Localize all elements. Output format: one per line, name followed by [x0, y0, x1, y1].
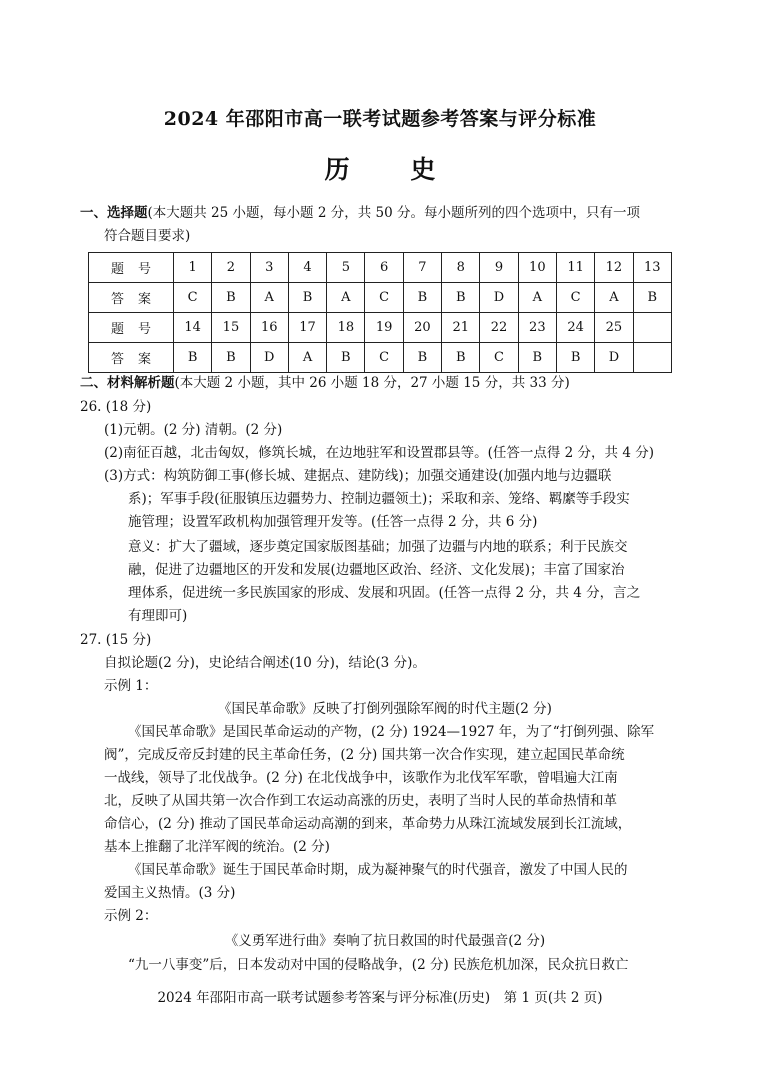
- answer-table: [88, 252, 672, 373]
- q27-criteria: 自拟论题(2 分)，史论结合阐述(10 分)，结论(3 分)。: [104, 655, 426, 671]
- section2-desc: (本大题 2 小题，其中 26 小题 18 分，27 小题 15 分，共 33 分): [174, 375, 570, 391]
- table-cell: D: [250, 343, 288, 373]
- table-cell: 19: [365, 313, 403, 343]
- q26-significance-line2: 融，促进了边疆地区的开发和发展(边疆地区政治、经济、文化发展)；丰富了国家治: [128, 562, 625, 578]
- table-cell: 8: [442, 253, 480, 283]
- q26-part1: (1)元朝。(2 分) 清朝。(2 分): [104, 422, 283, 438]
- section1-line: [80, 203, 690, 223]
- table-cell: 16: [250, 313, 288, 343]
- q26-significance-line4: 有理即可): [128, 608, 188, 624]
- q26-header: 26. (18 分): [80, 399, 152, 415]
- q27-example1-title: 《国民革命歌》反映了打倒列强除军阀的时代主题(2 分): [218, 701, 552, 717]
- table-cell: C: [365, 283, 403, 313]
- table-cell: 15: [212, 313, 250, 343]
- page-footer: 2024 年邵阳市高一联考试题参考答案与评分标准(历史) 第 1 页(共 2 页): [157, 990, 603, 1006]
- table-cell: B: [174, 343, 212, 373]
- table-cell: 1: [174, 253, 212, 283]
- table-cell: A: [250, 283, 288, 313]
- answer-row-1: [89, 283, 672, 313]
- table-cell: 17: [288, 313, 326, 343]
- table-cell: B: [633, 283, 671, 313]
- table-cell: D: [480, 283, 518, 313]
- table-cell: B: [556, 343, 594, 373]
- table-cell: B: [327, 343, 365, 373]
- question-row-2: [89, 313, 672, 343]
- table-cell: 9: [480, 253, 518, 283]
- table-cell: A: [327, 283, 365, 313]
- table-cell: C: [174, 283, 212, 313]
- table-cell: 6: [365, 253, 403, 283]
- table-cell: D: [595, 343, 633, 373]
- table-cell: 18: [327, 313, 365, 343]
- q27-example1-conclusion-line2: 爱国主义热情。(3 分): [104, 885, 236, 901]
- q27-example1-body-line5: 命信心，(2 分) 推动了国民革命运动高潮的到来，革命势力从珠江流域发展到长江流域，: [104, 816, 632, 832]
- table-cell: A: [518, 283, 556, 313]
- section2-line: [80, 373, 690, 393]
- table-cell: B: [442, 343, 480, 373]
- table-cell: B: [518, 343, 556, 373]
- table-cell: 11: [556, 253, 594, 283]
- table-cell: 23: [518, 313, 556, 343]
- q27-example2-body-line1: “九一八事变”后，日本发动对中国的侵略战争，(2 分) 民族危机加深，民众抗日救亡: [128, 957, 629, 973]
- q27-example1-conclusion-line1: 《国民革命歌》诞生于国民革命时期，成为凝神聚气的时代强音，激发了中国人民的: [128, 862, 628, 878]
- table-cell: 14: [174, 313, 212, 343]
- table-cell: [633, 313, 671, 343]
- table-cell: 13: [633, 253, 671, 283]
- q26-part3-line2: 系)；军事手段(征服镇压边疆势力、控制边疆领土)；采取和亲、笼络、羁縻等手段实: [128, 491, 630, 507]
- table-cell: 3: [250, 253, 288, 283]
- table-cell: 2: [212, 253, 250, 283]
- q27-example1-body-line3: 一战线，领导了北伐战争。(2 分) 在北伐战争中，该歌作为北伐军军歌，曾唱遍大江南: [104, 770, 618, 786]
- table-cell: 10: [518, 253, 556, 283]
- row-header: 答案: [89, 343, 174, 373]
- table-cell: B: [212, 283, 250, 313]
- table-cell: B: [403, 283, 441, 313]
- question-row-1: [89, 253, 672, 283]
- q26-significance-line3: 理体系，促进统一多民族国家的形成、发展和巩固。(任答一点得 2 分，共 4 分，言之: [128, 585, 641, 601]
- table-cell: B: [212, 343, 250, 373]
- table-cell: 22: [480, 313, 518, 343]
- table-cell: A: [288, 343, 326, 373]
- q27-example1-body-line1: 《国民革命歌》是国民革命运动的产物，(2 分) 1924—1927 年，为了“打倒列强、除军: [128, 724, 655, 740]
- table-cell: 12: [595, 253, 633, 283]
- q27-example1-body-line4: 北，反映了从国共第一次合作到工农运动高涨的历史，表明了当时人民的革命热情和革: [104, 793, 617, 809]
- q26-part3-line1: (3)方式：构筑防御工事(修长城、建据点、建防线)；加强交通建设(加强内地与边疆联: [104, 468, 612, 484]
- row-header: 答案: [89, 283, 174, 313]
- table-cell: C: [480, 343, 518, 373]
- section2-heading: 二、材料解析题: [80, 375, 175, 391]
- row-header: 题号: [89, 313, 174, 343]
- q27-example1-body-line2: 阀”，完成反帝反封建的民主革命任务，(2 分) 国共第一次合作实现，建立起国民革命统: [104, 747, 625, 763]
- q27-example2-title: 《义勇军进行曲》奏响了抗日救国的时代最强音(2 分): [224, 933, 546, 949]
- table-cell: 21: [442, 313, 480, 343]
- table-cell: B: [288, 283, 326, 313]
- q27-example1-body-line6: 基本上推翻了北洋军阀的统治。(2 分): [104, 839, 330, 855]
- table-cell: 4: [288, 253, 326, 283]
- answer-row-2: [89, 343, 672, 373]
- q27-header: 27. (15 分): [80, 632, 152, 648]
- table-cell: 5: [327, 253, 365, 283]
- table-cell: 24: [556, 313, 594, 343]
- table-cell: 7: [403, 253, 441, 283]
- table-cell: B: [442, 283, 480, 313]
- q27-example2-label: 示例 2：: [104, 908, 158, 924]
- section1-desc: (本大题共 25 小题，每小题 2 分，共 50 分。每小题所列的四个选项中，只有一项: [147, 205, 640, 221]
- section1-desc-cont: 符合题目要求): [104, 228, 191, 244]
- q27-example1-label: 示例 1：: [104, 678, 158, 694]
- table-cell: 20: [403, 313, 441, 343]
- table-cell: C: [365, 343, 403, 373]
- section1-heading: 一、选择题: [80, 205, 148, 221]
- table-cell: [633, 343, 671, 373]
- document-title: 2024 年邵阳市高一联考试题参考答案与评分标准: [163, 108, 597, 130]
- q26-part2: (2)南征百越，北击匈奴，修筑长城，在边地驻军和设置郡县等。(任答一点得 2 分，共 4 分): [104, 445, 654, 461]
- q26-significance-line1: 意义：扩大了疆域，逐步奠定国家版图基础；加强了边疆与内地的联系；利于民族交: [128, 539, 628, 555]
- subject-heading: 历 史: [324, 155, 462, 184]
- q26-part3-line3: 施管理；设置军政机构加强管理开发等。(任答一点得 2 分，共 6 分): [128, 514, 538, 530]
- table-cell: B: [403, 343, 441, 373]
- table-cell: 25: [595, 313, 633, 343]
- table-cell: A: [595, 283, 633, 313]
- row-header: 题号: [89, 253, 174, 283]
- table-cell: C: [556, 283, 594, 313]
